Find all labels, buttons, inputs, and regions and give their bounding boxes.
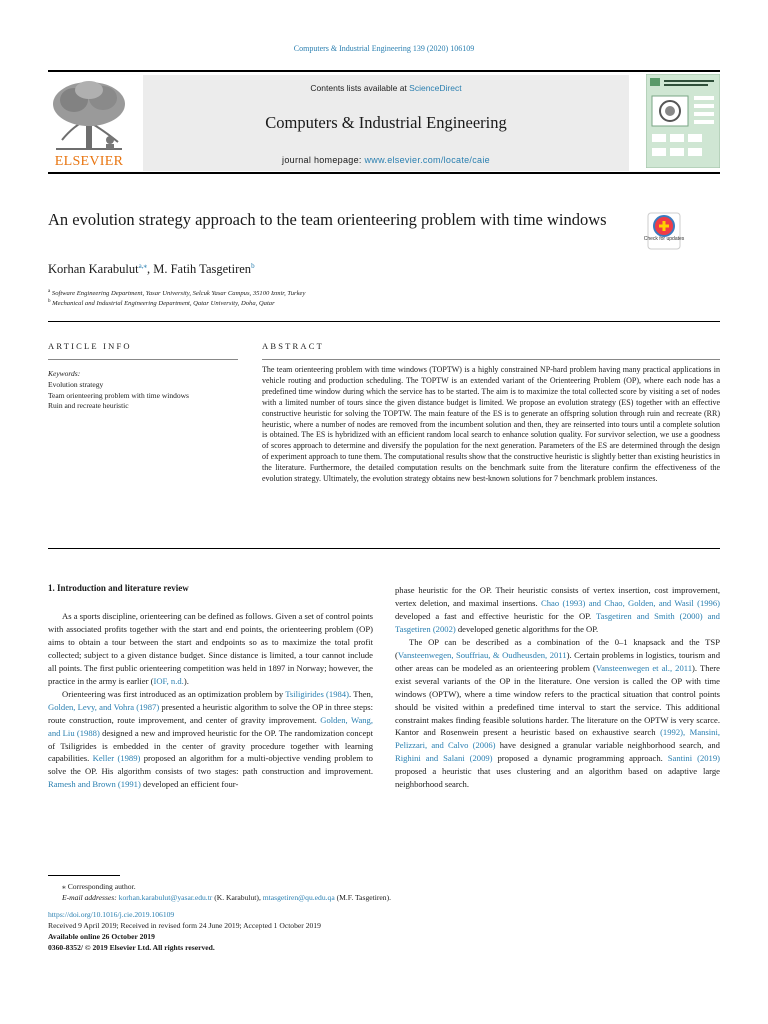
citation-link[interactable]: Tsiligirides (1984) (285, 688, 349, 699)
text-run: ). Certain problems in logistics, tourism and other areas can be modeled as an orienteering problem ( (395, 649, 720, 673)
email-line (48, 892, 720, 903)
contents-prefix: Contents lists available at (310, 83, 410, 93)
author2-affiliation-mark[interactable]: b (251, 262, 255, 270)
corresponding-author-note: ⁎ Corresponding author. (62, 882, 136, 891)
homepage-line (143, 155, 629, 165)
text-run: The OP can be described as a combination of the 0–1 knapsack and the TSP ( (395, 636, 720, 660)
keyword-item: Evolution strategy (48, 379, 104, 389)
text-run: proposed an algorithm for a multi-objective vending problem to solve the OP. His algorithm consists of two stages: path construction and improvement. (48, 753, 373, 777)
crossmark-label: Check for updates (643, 236, 685, 242)
journal-cover-icon (646, 74, 720, 168)
right-column (395, 584, 720, 791)
abstract-heading: ABSTRACT (262, 341, 324, 351)
citation-link[interactable]: Chao (1993) and Chao, Golden, and Wasil (1996) (540, 597, 720, 608)
keywords-label: Keywords: (48, 369, 81, 378)
affiliation-b (48, 299, 275, 307)
author-separator: , (146, 262, 154, 277)
text-run: developed a fast and effective heuristic for the OP. (395, 610, 597, 621)
citation-link[interactable]: Golden, Wang, and Liu (1988) (48, 714, 373, 738)
keywords-block (48, 369, 238, 412)
footnotes (48, 881, 720, 953)
citation-link[interactable]: Keller (1989) (92, 753, 141, 764)
citation-link[interactable]: Golden, Levy, and Vohra (1987) (48, 701, 160, 712)
contents-line (143, 83, 629, 93)
text-run: proposed a heuristic that uses clustering and an algorithm based on adaptive large neighborhood search. (395, 766, 720, 790)
text-run: developed an efficient four- (140, 779, 239, 790)
doi-line (48, 909, 720, 920)
journal-reference: Computers & Industrial Engineering 139 (2020) 106109 (293, 44, 475, 53)
affiliation-a (48, 289, 305, 297)
doi-link[interactable]: https://doi.org/10.1016/j.cie.2019.106109 (48, 910, 175, 919)
text-run: designed a new and improved heuristic for the OP. The randomization concept of Tsiligrides is embedded in the center of gravity procedure together with learning capabilities. (48, 727, 373, 764)
author-karabulut: Korhan Karabulut (48, 262, 139, 277)
journal-title: Computers & Industrial Engineering (265, 113, 507, 132)
elsevier-logo (48, 78, 130, 170)
text-run: . Then, (348, 688, 374, 699)
text-run: Orienteering was first introduced as an optimization problem by (62, 688, 286, 699)
section-title: 1. Introduction and literature review (48, 583, 189, 593)
citation-link[interactable]: (1992), Mansini, Pelizzari, and Calvo (2006) (395, 727, 720, 751)
affiliation-a-mark: a (48, 289, 51, 294)
elsevier-tree-icon (48, 78, 130, 156)
affiliation-a-text: Software Engineering Department, Yasar University, Selcuk Yasar Campus, 35100 Izmir, Turkey (51, 290, 306, 298)
sciencedirect-link[interactable]: ScienceDirect (409, 83, 462, 93)
homepage-prefix: journal homepage: (282, 155, 365, 165)
author-tasgetiren: M. Fatih Tasgetiren (153, 262, 252, 277)
text-run: have designed a granular variable neighborhood search, and (495, 740, 720, 751)
masthead (48, 70, 720, 174)
author1-affiliation-mark[interactable]: a,⁎ (138, 262, 147, 270)
publisher-name: ELSEVIER (54, 154, 124, 169)
email-label: E-mail addresses: (62, 893, 119, 902)
paragraph (48, 610, 373, 688)
text-run: proposed a dynamic programming approach. (492, 753, 668, 764)
article-info-heading: ARTICLE INFO (48, 341, 132, 351)
citation-link[interactable]: Vansteenwegen et al., 2011 (595, 662, 693, 673)
footnote-rule (48, 875, 120, 876)
crossmark-icon[interactable] (647, 212, 681, 250)
abstract-divider (48, 548, 720, 549)
received-dates: Received 9 April 2019; Received in revised form 24 June 2019; Accepted 1 October 2019 (48, 921, 321, 930)
citation-link[interactable]: Ramesh and Brown (1991) (48, 779, 141, 790)
paper-title: An evolution strategy approach to the team orienteering problem with time windows (48, 210, 607, 229)
journal-banner (143, 75, 629, 171)
citation-link[interactable]: IOF, n.d. (153, 675, 184, 686)
copyright-line: 0360-8352/ © 2019 Elsevier Ltd. All rights reserved. (48, 943, 215, 952)
text-run: ). (183, 675, 189, 686)
affiliation-b-mark: b (48, 299, 51, 304)
article-info-rule (48, 359, 238, 360)
email-tasgetiren-link[interactable]: mtasgetiren@qu.edu.qa (262, 893, 335, 902)
citation-link[interactable]: Righini and Salani (2009) (395, 753, 493, 764)
keyword-item: Ruin and recreate heuristic (48, 401, 129, 411)
text-run: phase heuristic for the OP. Their heuristic consists of vertex insertion, cost improvement, vertex deletion, and maximal insertions. (395, 585, 720, 608)
email2-name: (M.F. Tasgetiren). (334, 893, 391, 902)
citation-link[interactable]: Tasgetiren and Smith (2000) and Tasgetiren (2002) (395, 610, 720, 634)
abstract-text: The team orienteering problem with time windows (TOPTW) is a highly constrained NP-hard problem having many practical applications in vehicle routing and production scheduling. The TOPTW is an extended variant of the Orienteering Problem (OP), where each node has a predefined time window during which the service has to be started. The aim is to maximize the total collected score by visiting a set of nodes with a limited number of tours since the given distance budget is limited. We propose an evolution strategy (ES) together with an effective constructive heuristic for solving the TOPTW. The main feature of the ES is to generate an offspring solution through ruin and recreate (RR) heuristic, where a number of nodes are removed from the incumbent solution and then, they are reinserted into tours until a complete solution is obtained. The ES is hybridized with an efficient random local search to enhance solution quality. For survivor selection, we use a goodness of scores approach to determine and diversify the population for the next generation. Parameters of the ES are determined through the design of experiment approach to tune them. The computational results show that the constructive heuristic is slightly better than existing heuristics in the literature. Furthermore, the detailed computation results on the benchmark suite from the literature confirm the effectiveness of the evolution strategy. Ultimately, the evolution strategy obtains new best-known solutions for 7 benchmark problem instances. (262, 365, 720, 484)
text-run: developed genetic algorithms for the OP. (455, 623, 599, 634)
text-run: presented a heuristic algorithm to solve the OP in three steps: route construction, route improvement, and center of gravity improvement. (48, 701, 373, 725)
email-karabulut-link[interactable]: korhan.karabulut@yasar.edu.tr (118, 893, 213, 902)
text-run: ). There exist several variants of the OP in the literature. One version is called the OP with time windows (OPTW), where a time window refers to the practical situation that control points should be visited within a predefined time interval to start the service. This additional constraint makes finding feasible solutions harder. The literature on the OPTW is very scarce. Kantor and Rosenwein present a heuristic based on exhaustive search (395, 662, 720, 738)
email1-name: (K. Karabulut), (212, 893, 263, 902)
header-divider (48, 321, 720, 322)
available-online: Available online 26 October 2019 (48, 932, 155, 941)
homepage-link[interactable]: www.elsevier.com/locate/caie (364, 155, 490, 165)
keyword-item: Team orienteering problem with time windows (48, 390, 189, 400)
author-line (48, 262, 255, 277)
citation-link[interactable]: Santini (2019) (667, 753, 720, 764)
paragraph (395, 636, 720, 791)
citation-link[interactable]: Vansteenwegen, Souffriau, & Oudheusden, 2011 (397, 649, 567, 660)
left-column (48, 610, 373, 791)
paragraph (395, 584, 720, 636)
paragraph (48, 688, 373, 792)
abstract-rule (262, 359, 720, 360)
affiliation-b-text: Mechanical and Industrial Engineering Department, Qatar University, Doha, Qatar (52, 300, 275, 308)
text-run: As a sports discipline, orienteering can be defined as follows. Given a set of control points with associated profits together with the start and end points, the orienteering problem (OP) aims to obtain a tour between the start and endpoints so as to maximize the total profit collected; subject to a given distance budget. Since distance is limited, a tour cannot include all points. The first public orienteering competition was held in 1897 in Norway; however, the practice in the army is earlier ( (48, 611, 373, 686)
journal-cover-thumbnail (646, 74, 720, 168)
